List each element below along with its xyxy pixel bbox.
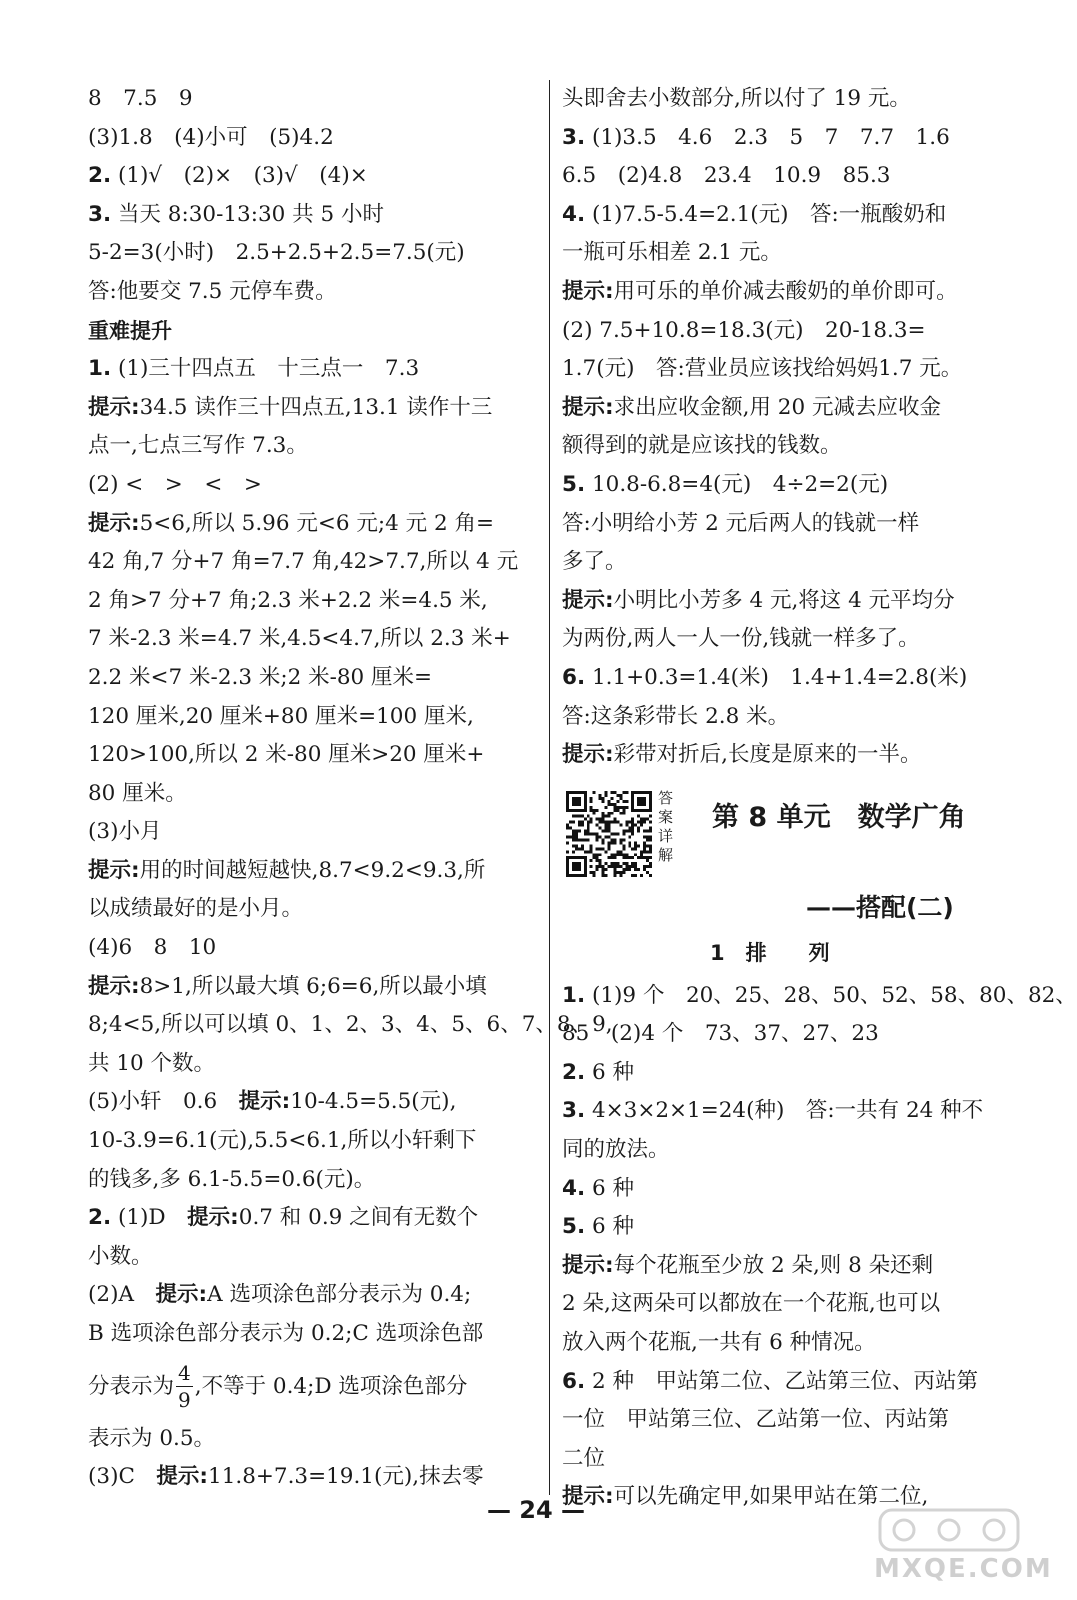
question-number: 2. (88, 1205, 112, 1231)
hint-label: 提示: (88, 973, 140, 999)
text-line (562, 698, 1012, 737)
text-line (88, 157, 538, 196)
text-line (88, 1006, 613, 1045)
text-line (562, 157, 1012, 196)
line-text: 1.7(元) 答:营业员应该找给妈妈1.7 元。 (562, 356, 963, 382)
text-line (562, 350, 1012, 389)
text-line (88, 196, 538, 235)
text-line (562, 1247, 1012, 1286)
text-line (88, 427, 538, 466)
text-line (88, 1199, 538, 1238)
hint-label: 提示: (562, 587, 614, 613)
line-text: 小数。 (88, 1243, 153, 1269)
text-line (562, 389, 1012, 428)
line-text: 80 厘米。 (88, 780, 187, 806)
line-text: 120 厘米,20 厘米+80 厘米=100 厘米, (88, 703, 474, 729)
line-text: 2.2 米<7 米-2.3 米;2 米-80 厘米= (88, 664, 433, 690)
text-line (88, 119, 538, 158)
hint-label: 提示: (562, 278, 614, 304)
text-line (562, 1324, 1012, 1363)
question-number: 3. (562, 1098, 586, 1124)
hint-label: 提示: (238, 1089, 291, 1115)
text-line (88, 1458, 538, 1497)
unit-subtitle: ——搭配(二) (806, 892, 954, 922)
question-number: 5. (562, 471, 586, 497)
page-number: — 24 — (486, 1496, 586, 1524)
text-line (562, 505, 1012, 544)
text-line (562, 1092, 1012, 1131)
text-line (562, 1131, 1012, 1170)
line-text: 一位 甲站第三位、乙站第一位、丙站第 (562, 1407, 950, 1433)
text-line (562, 582, 1012, 621)
question-number: 2. (88, 163, 112, 189)
question-number: 3. (88, 201, 112, 227)
hint-label: 提示: (562, 1484, 614, 1510)
right-column (562, 80, 1077, 1517)
watermark-badge-icon (874, 1504, 1024, 1556)
right-column-bottom (562, 977, 1077, 1517)
line-text: 的钱多,多 6.1-5.5=0.6(元)。 (88, 1166, 376, 1192)
line-text: (3)小月 (88, 819, 162, 845)
line-text: (5)小轩 0.6 (88, 1089, 239, 1115)
fraction-numerator: 4 (178, 1361, 191, 1386)
lesson-title: 1 排 列 (710, 940, 830, 965)
text-line (562, 977, 1077, 1016)
line-text: (1)3.5 4.6 2.3 5 7 7.7 1.6 (585, 124, 950, 150)
unit-header (562, 775, 1012, 887)
text-line (88, 813, 538, 852)
line-text: 6.5 (2)4.8 23.4 10.9 85.3 (562, 163, 891, 189)
line-text: (1)√ (2)× (3)√ (4)× (111, 163, 368, 189)
question-number: 1. (88, 356, 112, 382)
line-text: 二位 (562, 1445, 606, 1471)
text-line (88, 234, 538, 273)
text-line (88, 389, 538, 428)
line-text: (2) 7.5+10.8=18.3(元) 20-18.3= (562, 317, 926, 343)
line-text: 0.7 和 0.9 之间有无数个 (238, 1205, 479, 1231)
text-line (562, 119, 1012, 158)
text-line (88, 1238, 538, 1277)
watermark-text: MXQE.COM (874, 1554, 1053, 1584)
line-text: 120>100,所以 2 米-80 厘米>20 厘米+ (88, 742, 485, 768)
text-line (88, 273, 538, 312)
line-text: 同的放法。 (562, 1137, 670, 1163)
line-text: 8;4<5,所以可以填 0、1、2、3、4、5、6、7、8、9, (88, 1012, 613, 1038)
text-line (88, 1122, 538, 1161)
fraction-denominator: 9 (178, 1388, 191, 1413)
line-text: 每个花瓶至少放 2 朵,则 8 朵还剩 (613, 1252, 934, 1278)
hint-label: 提示: (88, 510, 140, 536)
question-number: 4. (562, 1175, 586, 1201)
section-heading: 重难提升 (88, 318, 172, 343)
line-text: 用可乐的单价减去酸奶的单价即可。 (613, 278, 958, 304)
text-line (562, 1363, 1012, 1402)
line-text: 11.8+7.3=19.1(元),抹去零 (208, 1464, 484, 1490)
line-text: ,不等于 0.4;D 选项涂色部分 (194, 1373, 468, 1399)
line-text: (1)7.5-5.4=2.1(元) 答:一瓶酸奶和 (585, 201, 947, 227)
line-text: 共 10 个数。 (88, 1050, 216, 1076)
watermark-logo (874, 1504, 1053, 1586)
line-text: (3)C (88, 1464, 157, 1490)
hint-label: 提示: (156, 1464, 209, 1490)
line-text: 当天 8:30-13:30 共 5 小时 (111, 201, 384, 227)
text-line (562, 234, 1012, 273)
text-line (562, 659, 1012, 698)
line-text: 头即舍去小数部分,所以付了 19 元。 (562, 86, 911, 111)
line-text: 表示为 0.5。 (88, 1425, 216, 1451)
text-line (88, 890, 538, 929)
text-line (88, 620, 538, 659)
text-line (562, 1208, 1012, 1247)
line-text: (1)D (111, 1205, 188, 1231)
line-text: (4)6 8 10 (88, 935, 217, 961)
text-line (562, 736, 1012, 775)
line-text: B 选项涂色部分表示为 0.2;C 选项涂色部 (88, 1321, 484, 1346)
line-text: 6 种 (585, 1175, 634, 1201)
line-text: 2 角>7 分+7 角;2.3 米+2.2 米=4.5 米, (88, 587, 488, 613)
text-line (562, 543, 1012, 582)
hint-label: 提示: (562, 394, 614, 420)
line-text: 彩带对折后,长度是原来的一半。 (613, 742, 922, 768)
text-line (88, 466, 538, 505)
line-text: (1)三十四点五 十三点一 7.3 (111, 356, 420, 382)
text-line (562, 1401, 1012, 1440)
question-number: 1. (562, 982, 586, 1008)
question-number: 6. (562, 1368, 586, 1394)
line-text: 用的时间越短越快,8.7<9.2<9.3,所 (139, 857, 486, 883)
text-line (88, 736, 538, 775)
text-line (562, 273, 1012, 312)
line-text: 10-4.5=5.5(元), (290, 1089, 457, 1115)
line-text: A 选项涂色部分表示为 0.4; (207, 1282, 472, 1308)
line-text: 10-3.9=6.1(元),5.5<6.1,所以小轩剩下 (88, 1128, 477, 1154)
text-line (88, 775, 538, 814)
line-text: 可以先确定甲,如果甲站在第二位, (613, 1484, 929, 1510)
column-divider (549, 80, 550, 1495)
line-text: 多了。 (562, 549, 627, 575)
text-line (88, 659, 538, 698)
question-number: 3. (562, 124, 586, 150)
line-text: 分表示为 (88, 1373, 175, 1399)
line-text: 小明比小芳多 4 元,将这 4 元平均分 (613, 587, 955, 613)
text-line (88, 698, 538, 737)
line-text: 6 种 (585, 1059, 634, 1085)
text-line (88, 1045, 538, 1084)
line-text: (3)1.8 (4)小可 (5)4.2 (88, 124, 334, 150)
line-text: 1.1+0.3=1.4(米) 1.4+1.4=2.8(米) (585, 664, 968, 690)
unit-title: 第 8 单元 数学广角 (712, 801, 966, 833)
hint-label: 提示: (88, 394, 140, 420)
text-line (562, 80, 1012, 119)
line-text: 4×3×2×1=24(种) 答:一共有 24 种不 (585, 1098, 984, 1124)
text-line (562, 1285, 1012, 1324)
fraction (176, 1360, 193, 1413)
line-text: 8 7.5 9 (88, 86, 193, 111)
text-line (562, 196, 1012, 235)
line-text: 放入两个花瓶,一共有 6 种情况。 (562, 1330, 876, 1356)
text-line (88, 80, 538, 119)
hint-label: 提示: (187, 1205, 239, 1231)
text-line (88, 582, 538, 621)
line-text: 10.8-6.8=4(元) 4÷2=2(元) (585, 471, 889, 497)
hint-label: 提示: (88, 857, 140, 883)
text-line (88, 1276, 538, 1315)
line-text: 2 朵,这两朵可以都放在一个花瓶,也可以 (562, 1291, 941, 1317)
line-text: 求出应收金额,用 20 元减去应收金 (613, 394, 941, 420)
text-line (88, 1420, 538, 1459)
line-text: 为两份,两人一人一份,钱就一样多了。 (562, 626, 920, 652)
line-text: (1)9 个 20、25、28、50、52、58、80、82、 (585, 982, 1077, 1008)
qr-label: 答案详解 (658, 788, 674, 864)
line-text: (2)A (88, 1282, 156, 1308)
text-line (562, 620, 1012, 659)
line-text: 5<6,所以 5.96 元<6 元;4 元 2 角= (139, 510, 495, 536)
line-text: 一瓶可乐相差 2.1 元。 (562, 240, 782, 266)
text-line (88, 350, 538, 389)
text-line (88, 968, 538, 1007)
text-line (88, 1315, 538, 1354)
text-line (562, 427, 1012, 466)
text-line (88, 505, 538, 544)
text-line (88, 1161, 538, 1200)
question-number: 5. (562, 1214, 586, 1240)
line-text: 答:这条彩带长 2.8 米。 (562, 703, 790, 729)
text-line (88, 543, 538, 582)
text-line (562, 1170, 1012, 1209)
line-text: 答:小明给小芳 2 元后两人的钱就一样 (562, 510, 920, 536)
text-line (88, 312, 538, 351)
line-text: 85 (2)4 个 73、37、27、23 (562, 1021, 879, 1047)
line-text: (2) < > < > (88, 471, 262, 497)
text-line (562, 312, 1012, 351)
question-number: 6. (562, 664, 586, 690)
hint-label: 提示: (155, 1282, 208, 1308)
line-text: 5-2=3(小时) 2.5+2.5+2.5=7.5(元) (88, 240, 465, 266)
line-text: 点一,七点三写作 7.3。 (88, 433, 308, 459)
text-line (88, 929, 538, 968)
text-line (562, 1440, 1012, 1479)
text-line (88, 852, 538, 891)
line-text: 7 米-2.3 米=4.7 米,4.5<4.7,所以 2.3 米+ (88, 626, 511, 652)
text-line (562, 466, 1012, 505)
right-column-top (562, 80, 1012, 775)
line-text: 34.5 读作三十四点五,13.1 读作十三 (139, 394, 493, 420)
line-text: 答:他要交 7.5 元停车费。 (88, 278, 337, 304)
text-line (562, 1054, 1012, 1093)
text-line (88, 1083, 538, 1122)
text-line (88, 1354, 538, 1420)
line-text: 2 种 甲站第二位、乙站第三位、丙站第 (585, 1368, 978, 1394)
line-text: 额得到的就是应该找的钱数。 (562, 433, 842, 459)
hint-label: 提示: (562, 742, 614, 768)
line-text: 6 种 (585, 1214, 634, 1240)
question-number: 2. (562, 1059, 586, 1085)
qr-code-icon[interactable] (566, 791, 652, 877)
text-line (562, 1015, 1012, 1054)
hint-label: 提示: (562, 1252, 614, 1278)
question-number: 4. (562, 201, 586, 227)
line-text: 8>1,所以最大填 6;6=6,所以最小填 (139, 973, 487, 999)
line-text: 以成绩最好的是小月。 (88, 896, 304, 922)
line-text: 42 角,7 分+7 角=7.7 角,42>7.7,所以 4 元 (88, 549, 519, 575)
